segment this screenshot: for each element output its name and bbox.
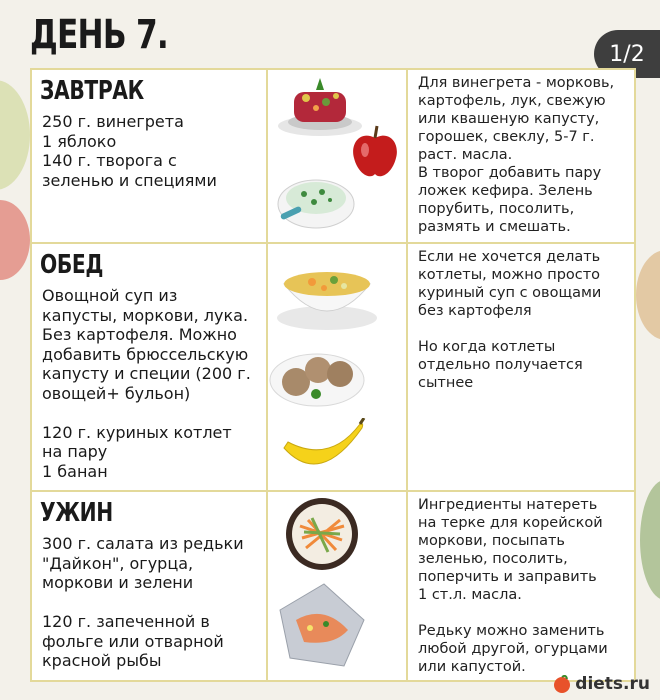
dinner-images (268, 492, 408, 680)
breakfast-cell (32, 70, 268, 244)
breakfast-images (268, 70, 408, 244)
lunch-images (268, 244, 408, 492)
background-vegetable-left (0, 80, 30, 190)
background-cucumber-right (640, 480, 660, 600)
breakfast-title: ЗАВТРАК (40, 76, 144, 106)
watermark-text: diets.ru (575, 674, 650, 694)
dinner-cell (32, 492, 268, 680)
diets-watermark[interactable] (553, 674, 650, 694)
lunch-notes-cell (408, 244, 634, 492)
lunch-notes: Если не хочется делать котлеты, можно просто куриный суп с овощами без картофеля Но когда котлеты отдельно получается сытнее (418, 249, 602, 391)
dinner-notes-cell (408, 492, 634, 680)
daikon-salad-image (282, 496, 362, 572)
background-tomato-left (0, 200, 30, 280)
meal-plan-table (30, 68, 636, 682)
cutlets-image (268, 344, 366, 408)
page-title: ДЕНЬ 7. (30, 12, 168, 58)
lunch-items: Овощной суп из капусты, моркови, лука. Без картофеля. Можно добавить брюссельскую капусту и специи (200 г. овощей+ бульон) 120 г. куриных котлет на пару 1 банан (42, 286, 251, 481)
dinner-title: УЖИН (40, 498, 113, 528)
diets-logo-icon (553, 675, 571, 693)
breakfast-notes: Для винегрета - морковь, картофель, лук, свежую или квашеную капусту, горошек, свеклу, 5-7 г. раст. масла. В творог добавить пару ложек кефира. Зелень порубить, посолить, размять и смешать. (418, 75, 615, 235)
soup-image (272, 258, 382, 332)
baked-fish-image (274, 580, 370, 670)
background-vegetable-right (636, 250, 660, 340)
breakfast-items: 250 г. винегрета 1 яблоко 140 г. творога с зеленью и специями (42, 112, 217, 190)
banana-image (280, 418, 370, 482)
dinner-notes: Ингредиенты натереть на терке для корейской моркови, посыпать зеленью, посолить, поперчить и заправить 1 ст.л. масла. Редьку можно заменить любой другой, огурцами или капустой. (418, 497, 608, 675)
breakfast-notes-cell (408, 70, 634, 244)
cottage-cheese-image (274, 166, 358, 232)
lunch-cell (32, 244, 268, 492)
page-indicator[interactable]: 1/2 (594, 30, 660, 78)
lunch-title: ОБЕД (40, 250, 104, 280)
dinner-items: 300 г. салата из редьки "Дайкон", огурца, моркови и зелени 120 г. запеченной в фольге или отварной красной рыбы (42, 534, 244, 670)
